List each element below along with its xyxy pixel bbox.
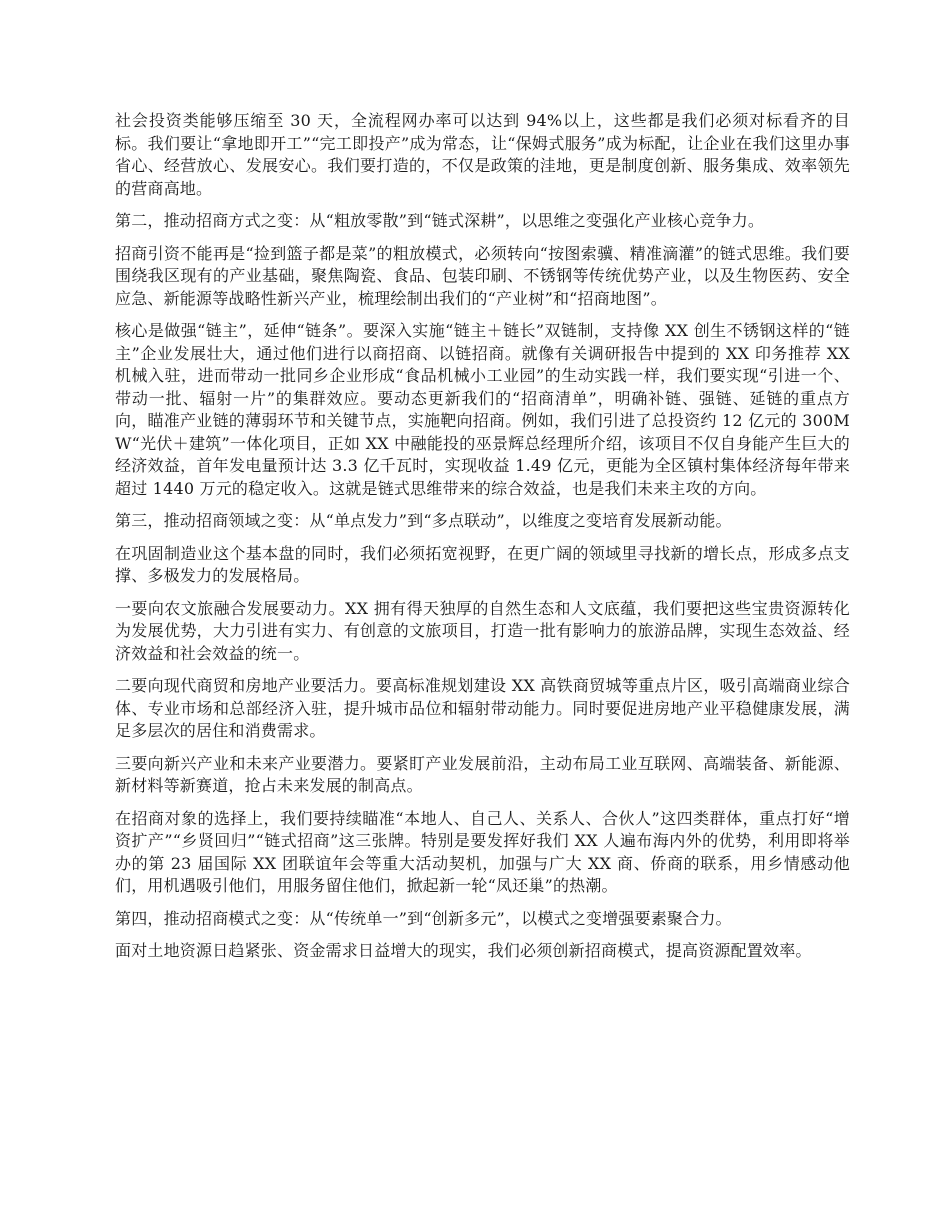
section-heading-2: 第二，推动招商方式之变：从“粗放零散”到“链式深耕”，以思维之变强化产业核心竞争力。 (115, 211, 765, 230)
paragraph: 二要向现代商贸和房地产业要活力。要高标准规划建设 XX 高铁商贸城等重点片区，吸引高端商业综合体、专业市场和总部经济入驻，提升城市品位和辐射带动能力。同时要促进房地产业平稳健康发展，满足多层次的居住和消费需求。 (115, 676, 850, 740)
section-heading-4: 第四，推动招商模式之变：从“传统单一”到“创新多元”，以模式之变增强要素聚合力。 (115, 908, 732, 928)
paragraph: 面对土地资源日趋紧张、资金需求日益增大的现实，我们必须创新招商模式，提高资源配置效率。 (115, 941, 812, 960)
paragraph: 核心是做强“链主”，延伸“链条”。要深入实施“链主＋链长”双链制，支持像 XX 创生不锈钢这样的“链主”企业发展壮大，通过他们进行以商招商、以链招商。就像有关调研报告中提到的 XX 印务推荐 XX 机械入驻，进而带动一批同乡企业形成“食品机械小工业园”的生动实践一样，我们要实现“引进一个、带动一批、辐射一片”的集群效应。要动态更新我们的“招商清单”，明确补链、强链、延链的重点方向，瞄准产业链的薄弱环节和关键节点，实施靶向招商。例如，我们引进了总投资约 12 亿元的 300MW“光伏＋建筑”一体化项目，正如 XX 中融能投的巫景辉总经理所介绍，该项目不仅自身能产生巨大的经济效益，首年发电量预计达 3.3 亿千瓦时，实现收益 1.49 亿元，更能为全区镇村集体经济每年带来超过 1440 万元的稳定收入。这就是链式思维带来的综合效益，也是我们未来主攻的方向。 (115, 321, 850, 498)
section-heading-3: 第三，推动招商领域之变：从“单点发力”到“多点联动”，以维度之变培育发展新动能。 (115, 511, 732, 530)
paragraph: 三要向新兴产业和未来产业要潜力。要紧盯产业发展前沿，主动布局工业互联网、高端装备、新能源、新材料等新赛道，抢占未来发展的制高点。 (115, 753, 850, 795)
paragraph: 在招商对象的选择上，我们要持续瞄准“本地人、自己人、关系人、合伙人”这四类群体，重点打好“增资扩产”“乡贤回归”“链式招商”这三张牌。特别是要发挥好我们 XX 人遍布海内外的优势，利用即将举办的第 23 届国际 XX 团联谊年会等重大活动契机，加强与广大 XX 商、侨商的联系，用乡情感动他们，用机遇吸引他们，用服务留住他们，掀起新一轮“凤还巢”的热潮。 (115, 808, 850, 895)
paragraph: 招商引资不能再是“捡到篮子都是菜”的粗放模式，必须转向“按图索骥、精准滴灌”的链式思维。我们要围绕我区现有的产业基础，聚焦陶瓷、食品、包装印刷、不锈钢等传统优势产业，以及生物医药、安全应急、新能源等战略性新兴产业，梳理绘制出我们的“产业树”和“招商地图”。 (115, 243, 850, 308)
document-page (115, 110, 850, 973)
paragraph: 在巩固制造业这个基本盘的同时，我们必须拓宽视野，在更广阔的领域里寻找新的增长点，形成多点支撑、多极发力的发展格局。 (115, 543, 850, 585)
paragraph: 一要向农文旅融合发展要动力。XX 拥有得天独厚的自然生态和人文底蕴，我们要把这些宝贵资源转化为发展优势，大力引进有实力、有创意的文旅项目，打造一批有影响力的旅游品牌，实现生态效益、经济效益和社会效益的统一。 (115, 598, 850, 663)
paragraph: 社会投资类能够压缩至 30 天，全流程网办率可以达到 94%以上，这些都是我们必须对标看齐的目标。我们要让“拿地即开工”“完工即投产”成为常态，让“保姆式服务”成为标配，让企业在我们这里办事省心、经营放心、发展安心。我们要打造的，不仅是政策的洼地，更是制度创新、服务集成、效率领先的营商高地。 (115, 111, 850, 198)
